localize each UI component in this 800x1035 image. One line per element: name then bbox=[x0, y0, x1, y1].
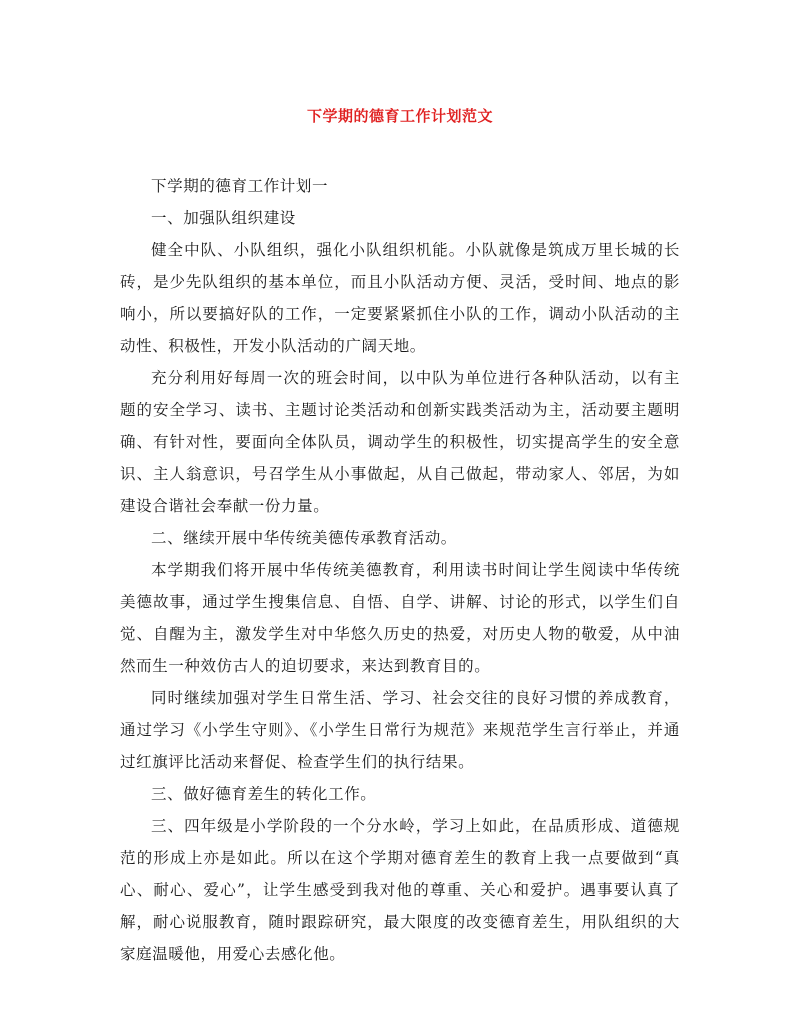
paragraph-4: 同时继续加强对学生日常生活、学习、社会交往的良好习惯的养成教育，通过学习《小学生守则》、《小学生日常行为规范》来规范学生言行举止，并通过红旗评比活动来督促、检查学生们的执行结果。 bbox=[120, 689, 680, 771]
paragraph-5: 三、四年级是小学阶段的一个分水岭，学习上如此，在品质形成、道德规范的形成上亦是如此。所以在这个学期对德育差生的教育上我一点要做到“真心、耐心、爱心”，让学生感受到我对他的尊重、关心和爱护。遇事要认真了解，耐心说服教育，随时跟踪研究，最大限度的改变德育差生，用队组织的大家庭温暖他，用爱心去感化他。 bbox=[120, 817, 680, 963]
heading-2: 二、继续开展中华传统美德传承教育活动。 bbox=[151, 529, 457, 547]
section-subtitle: 下学期的德育工作计划一 bbox=[151, 177, 329, 195]
paragraph-2: 充分利用好每周一次的班会时间，以中队为单位进行各种队活动，以有主题的安全学习、读书、主题讨论类活动和创新实践类活动为主，活动要主题明确、有针对性，要面向全体队员，调动学生的积极性，切实提高学生的安全意识、主人翁意识，号召学生从小事做起，从自己做起，带动家人、邻居，为如建设合谐社会奉献一份力量。 bbox=[120, 369, 680, 515]
paragraph-1: 健全中队、小队组织，强化小队组织机能。小队就像是筑成万里长城的长砖，是少先队组织的基本单位，而且小队活动方便、灵活，受时间、地点的影响小，所以要搞好队的工作，一定要紧紧抓住小队的工作，调动小队活动的主动性、积极性，开发小队活动的广阔天地。 bbox=[120, 241, 680, 355]
document-body bbox=[120, 170, 680, 970]
heading-3: 三、做好德育差生的转化工作。 bbox=[151, 785, 377, 803]
document-title: 下学期的德育工作计划范文 bbox=[306, 107, 493, 125]
paragraph-3: 本学期我们将开展中华传统美德教育，利用读书时间让学生阅读中华传统美德故事，通过学生搜集信息、自悟、自学、讲解、讨论的形式，以学生们自觉、自醒为主，激发学生对中华悠久历史的热爱，对历史人物的敬爱，从中油然而生一种效仿古人的迫切要求，来达到教育目的。 bbox=[120, 561, 680, 675]
heading-1: 一、加强队组织建设 bbox=[151, 209, 296, 227]
